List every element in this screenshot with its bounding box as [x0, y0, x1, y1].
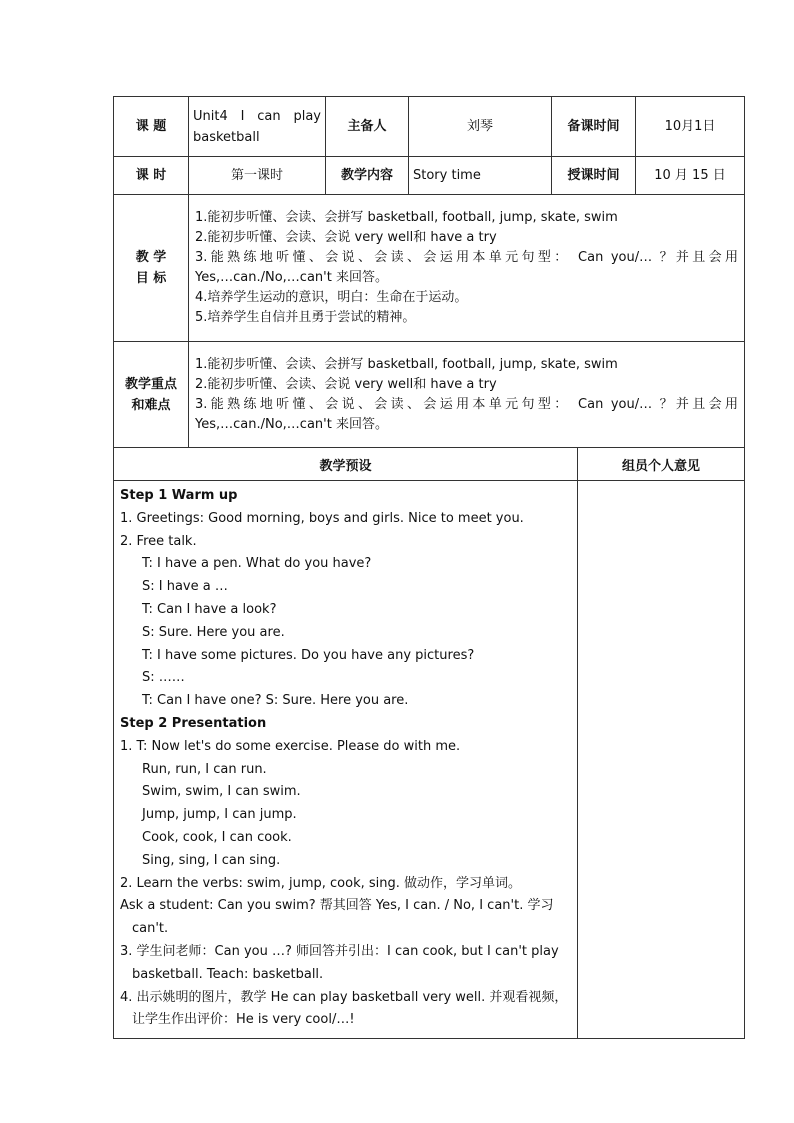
chant-line: Run, run, I can run.	[142, 761, 267, 777]
key-points-row	[114, 342, 745, 448]
opinion-column-header: 组员个人意见	[578, 448, 745, 481]
step2-title: Step 2 Presentation	[120, 715, 267, 731]
chant-line: Jump, jump, I can jump.	[142, 807, 297, 823]
topic-value-line1: Unit4 I can play	[193, 108, 321, 124]
teach-time-label: 授课时间	[552, 157, 636, 195]
key-points-label-line1: 教学重点	[124, 376, 177, 392]
opinion-content	[578, 481, 745, 1039]
prep-time-label: 备课时间	[552, 97, 636, 157]
period-label: 课 时	[114, 157, 189, 195]
key-point-item: 3.能熟练地听懂、会说、会读、会运用本单元句型： Can you/… ？并且会用	[195, 396, 738, 412]
teach-time-value: 10 月 15 日	[636, 157, 745, 195]
objectives-label-line1: 教 学	[135, 250, 167, 265]
key-point-item: 1.能初步听懂、会读、会拼写 basketball, football, jump, skate, swim	[195, 356, 618, 372]
dialog-line: T: I have a pen. What do you have?	[142, 556, 372, 572]
step2-item2-ask: Ask a student: Can you swim? 帮其回答 Yes, I can. / No, I can't. 学习 can't.	[120, 898, 554, 937]
content-value: Story time	[409, 157, 552, 195]
dialog-line: T: Can I have one? S: Sure. Here you are.	[142, 693, 409, 709]
chant-line: Swim, swim, I can swim.	[142, 784, 301, 800]
step1-title: Step 1 Warm up	[120, 488, 238, 503]
content-label: 教学内容	[326, 157, 409, 195]
teaching-plan-table	[113, 447, 745, 1039]
plan-content	[114, 481, 578, 1039]
plan-body-row	[114, 481, 745, 1039]
step2-item2: 2. Learn the verbs: swim, jump, cook, sing. 做动作，学习单词。	[120, 875, 522, 891]
preparer-label: 主备人	[326, 97, 409, 157]
objectives-label-line2: 目 标	[135, 271, 167, 286]
chant-line: Sing, sing, I can sing.	[142, 852, 281, 868]
objective-item: 1.能初步听懂、会读、会拼写 basketball, football, jump, skate, swim	[195, 210, 618, 225]
lesson-header-table	[113, 96, 745, 448]
objective-item: Yes,…can./No,…can't 来回答。	[195, 270, 388, 285]
header-row-topic	[114, 97, 745, 157]
objective-item: 5.培养学生自信并且勇于尝试的精神。	[195, 310, 416, 325]
dialog-line: S: Sure. Here you are.	[142, 624, 285, 640]
dialog-line: S: ……	[142, 670, 185, 686]
dialog-line: S: I have a …	[142, 579, 228, 595]
objective-item: 2.能初步听懂、会读、会说 very well和 have a try	[195, 230, 497, 245]
topic-label: 课 题	[114, 97, 189, 157]
plan-column-header: 教学预设	[114, 448, 578, 481]
key-points-content	[189, 342, 745, 448]
objective-item: 4.培养学生运动的意识，明白：生命在于运动。	[195, 290, 468, 305]
header-row-period	[114, 157, 745, 195]
objectives-content	[189, 195, 745, 342]
step2-item4: 4. 出示姚明的图片，教学 He can play basketball very well. 并观看视频，让学生作出评价：He is very cool/…!	[120, 989, 568, 1028]
topic-value	[189, 97, 326, 157]
key-points-label-line2: 和难点	[131, 397, 171, 413]
objective-item: 3.能熟练地听懂、会说、会读、会运用本单元句型： Can you/… ？并且会用	[195, 250, 738, 265]
objectives-label	[114, 195, 189, 342]
key-point-item: Yes,…can./No,…can't 来回答。	[195, 416, 388, 432]
chant-line: Cook, cook, I can cook.	[142, 829, 292, 845]
period-value: 第一课时	[189, 157, 326, 195]
step2-item1: 1. T: Now let's do some exercise. Please do with me.	[120, 738, 461, 754]
step1-greeting: 1. Greetings: Good morning, boys and girls. Nice to meet you.	[120, 510, 524, 526]
step2-item3: 3. 学生问老师：Can you …? 师回答并引出：I can cook, but I can't play basketball. Teach: basketball.	[120, 943, 559, 982]
step1-freetalk: 2. Free talk.	[120, 533, 197, 549]
plan-header-row	[114, 448, 745, 481]
key-point-item: 2.能初步听懂、会读、会说 very well和 have a try	[195, 376, 497, 392]
dialog-line: T: I have some pictures. Do you have any pictures?	[142, 647, 475, 663]
objectives-row	[114, 195, 745, 342]
key-points-label	[114, 342, 189, 448]
preparer-value: 刘琴	[409, 97, 552, 157]
dialog-line: T: Can I have a look?	[142, 601, 277, 617]
prep-time-value: 10月1日	[636, 97, 745, 157]
topic-value-line2: basketball	[193, 129, 260, 145]
